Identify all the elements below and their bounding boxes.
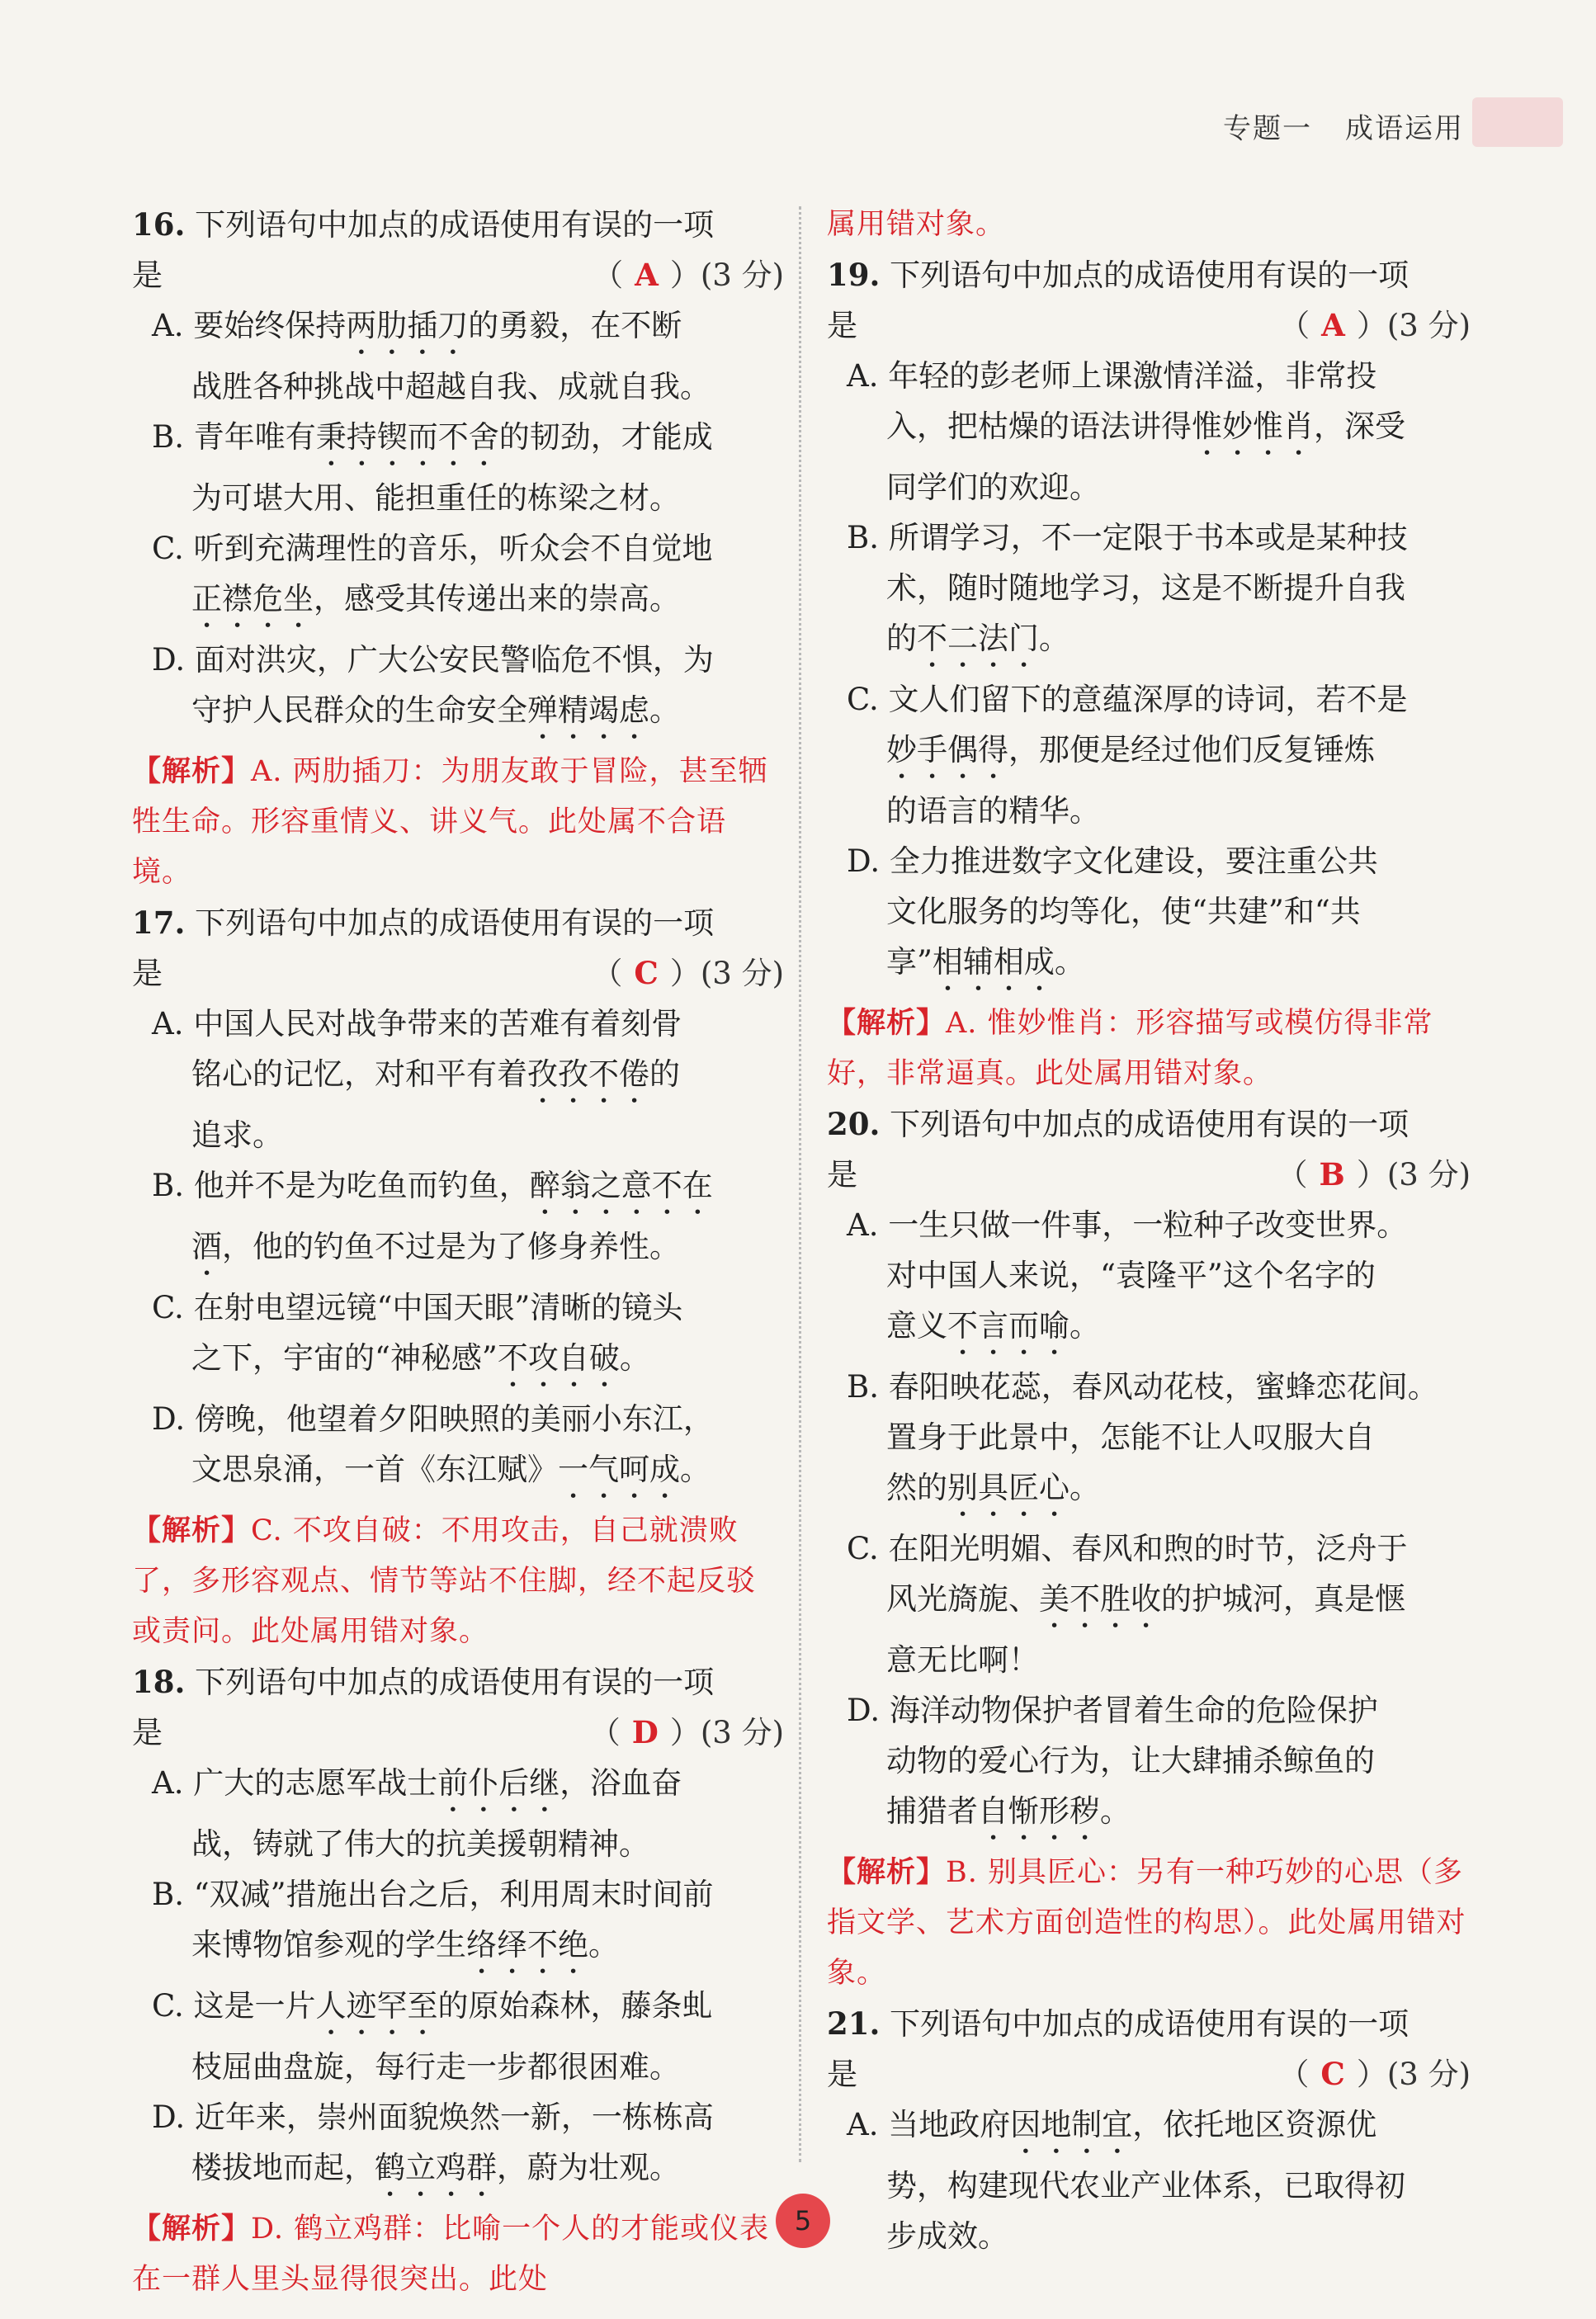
- idiom: 前仆后继: [437, 1765, 560, 1801]
- option-text: 守护人民群众的生命安全: [191, 692, 527, 728]
- explanation-text: B. 别具匠心：另有一种巧妙的心思（多指文学、艺术方面创造性的构思）。此处属用错对象。: [827, 1856, 1466, 1990]
- idiom: 孜孜不倦: [527, 1056, 649, 1092]
- option-text: B. 他并不是为吃鱼而钓鱼，: [152, 1168, 530, 1203]
- explanation: [827, 1847, 1471, 1999]
- option-d: [132, 2092, 784, 2203]
- option-text: 。: [1070, 1470, 1100, 1505]
- answer-score: ）(3 分): [1356, 2057, 1471, 2092]
- option-a: [132, 1758, 784, 1869]
- answer-letter: A: [1321, 307, 1345, 343]
- idiom: 两肋插刀: [346, 308, 469, 343]
- option-text: C. 在阳光明媚、春风和煦的时节，泛舟于: [847, 1531, 1408, 1566]
- idiom: 一气呵成: [558, 1452, 680, 1487]
- option-text: 的: [649, 1056, 680, 1092]
- option-text: A. 中国人民对战争带来的苦难有着刻骨: [152, 1006, 682, 1041]
- idiom: 不攻自破: [497, 1340, 620, 1376]
- answer-box: [593, 250, 784, 300]
- idiom: 不言而喻: [947, 1308, 1070, 1344]
- option-text: 战胜各种挑战中超越自我、成就自我。: [191, 369, 711, 404]
- option-d: [827, 1685, 1471, 1847]
- option-text: 的韧劲，才能成: [498, 419, 713, 455]
- option-text: 。: [1054, 944, 1085, 980]
- answer-open: （: [1277, 1157, 1308, 1193]
- answer-score: ）(3 分): [1356, 308, 1471, 343]
- answer-box: [1279, 300, 1471, 351]
- answer-score: ）(3 分): [669, 956, 784, 991]
- option-text: A. 当地政府: [847, 2107, 1011, 2142]
- option-text: 楼拔地而起，: [191, 2150, 375, 2185]
- option-text: 术，随时随地学习，这是不断提升自我: [886, 570, 1405, 606]
- option-text: 入，把枯燥的语法讲得: [886, 409, 1192, 444]
- option-text: A. 年轻的彭老师上课激情洋溢，非常投: [847, 358, 1377, 394]
- header-title: 成语运用: [1345, 112, 1464, 145]
- idiom: 惟妙惟肖: [1192, 409, 1314, 444]
- answer-box: [1277, 1150, 1471, 1200]
- idiom: 人迹罕至: [315, 1988, 438, 2024]
- option-text: 动物的爱心行为，让大肆捕杀鲸鱼的: [886, 1743, 1375, 1778]
- running-header: [1223, 106, 1464, 146]
- header-decoration: [1472, 97, 1563, 147]
- question-stem-end: 是: [827, 308, 857, 343]
- explanation: [132, 1505, 784, 1657]
- option-text: ，浴血奋: [560, 1765, 682, 1801]
- question-19: [827, 250, 1471, 1099]
- answer-open: （: [592, 956, 623, 991]
- option-text: 。: [680, 1452, 711, 1487]
- question-stem: 下列语句中加点的成语使用有误的一项: [195, 1665, 715, 1700]
- option-text: A. 要始终保持: [152, 308, 347, 343]
- idiom: 酒: [191, 1229, 222, 1264]
- question-stem: 下列语句中加点的成语使用有误的一项: [890, 2006, 1409, 2042]
- question-stem-end: 是: [132, 956, 163, 991]
- option-text: 。: [588, 1927, 619, 1962]
- option-text: 对中国人来说，“袁隆平”这个名字的: [886, 1258, 1376, 1293]
- option-text: 战，铸就了伟大的抗美援朝精神。: [191, 1826, 649, 1862]
- option-d: [132, 635, 784, 746]
- explanation-continued: 属用错对象。: [827, 208, 1006, 241]
- answer-open: （: [589, 1715, 621, 1750]
- option-text: B. 春阳映花蕊，春风动花枝，蜜蜂恋花间。: [847, 1369, 1438, 1405]
- idiom: 美不胜收: [1039, 1581, 1161, 1617]
- question-16: [132, 200, 784, 898]
- option-c: [827, 674, 1471, 836]
- option-text: B. 青年唯有: [152, 419, 316, 455]
- option-text: 置身于此景中，怎能不让人叹服大自: [886, 1419, 1375, 1455]
- option-b: [132, 412, 784, 523]
- option-b: [132, 1869, 784, 1981]
- option-text: B. “双减”措施出台之后，利用周末时间前: [152, 1877, 714, 1912]
- answer-score: ）(3 分): [1356, 1157, 1471, 1193]
- idiom: 相辅相成: [932, 944, 1055, 980]
- option-d: [827, 836, 1471, 998]
- idiom: 殚精竭虑: [527, 692, 649, 728]
- explanation-text: A. 惟妙惟肖：形容描写或模仿得非常好，非常逼真。此处属用错对象。: [827, 1007, 1433, 1090]
- explanation-tag: 【解析】: [827, 1006, 947, 1040]
- answer-box: [1278, 2049, 1471, 2099]
- left-column: [132, 200, 784, 2305]
- option-a: [132, 300, 784, 412]
- option-text: C. 在射电望远镜“中国天眼”清晰的镜头: [152, 1290, 683, 1325]
- option-c: [132, 523, 784, 635]
- option-c: [132, 1981, 784, 2092]
- question-number: 18.: [132, 1664, 186, 1700]
- option-text: B. 所谓学习，不一定限于书本或是某种技: [847, 520, 1408, 555]
- explanation-tag: 【解析】: [132, 2212, 252, 2246]
- option-text: A. 广大的志愿军战士: [152, 1765, 438, 1801]
- page-number: 5: [776, 2194, 830, 2248]
- question-21: [827, 1999, 1471, 2261]
- explanation-text: D. 鹤立鸡群：比喻一个人的才能或仪表在一群人里头显得很突出。此处: [132, 2213, 770, 2296]
- idiom: 别具匠心: [947, 1470, 1070, 1505]
- option-text: 追求。: [191, 1117, 283, 1153]
- option-a: [132, 999, 784, 1160]
- question-stem-end: 是: [827, 2057, 857, 2092]
- idiom: 不二法门: [917, 621, 1039, 656]
- answer-open: （: [593, 257, 624, 293]
- answer-letter: D: [631, 1714, 659, 1750]
- idiom: 鹤立鸡群: [375, 2150, 497, 2185]
- idiom: 秉持锲而不舍: [315, 419, 499, 455]
- option-text: 。: [649, 692, 680, 728]
- option-b: [827, 512, 1471, 674]
- answer-score: ）(3 分): [669, 1715, 784, 1750]
- option-text: D. 近年来，崇州面貌焕然一新，一栋栋高: [152, 2099, 714, 2135]
- header-topic: 专题一: [1223, 112, 1312, 145]
- option-text: 的勇毅，在不断: [468, 308, 682, 343]
- explanation: [827, 998, 1471, 1099]
- option-text: 然的: [886, 1470, 947, 1505]
- option-a: [827, 1200, 1471, 1362]
- answer-box: [590, 1707, 784, 1758]
- question-number: 21.: [827, 2005, 881, 2042]
- option-text: 意义: [886, 1308, 947, 1344]
- question-stem-end: 是: [132, 257, 163, 293]
- question-20: [827, 1099, 1471, 1999]
- option-text: 。: [1100, 1793, 1131, 1829]
- idiom: 正襟危坐: [191, 581, 314, 616]
- option-text: C. 这是一片: [152, 1988, 316, 2024]
- option-text: ，感受其传递出来的崇高。: [314, 581, 680, 616]
- question-stem: 下列语句中加点的成语使用有误的一项: [195, 905, 715, 941]
- question-number: 20.: [827, 1106, 881, 1142]
- answer-open: （: [1279, 308, 1310, 343]
- option-text: 。: [1039, 621, 1070, 656]
- answer-letter: B: [1319, 1156, 1345, 1193]
- question-stem: 下列语句中加点的成语使用有误的一项: [195, 207, 715, 243]
- option-text: 小东江，: [591, 1401, 714, 1437]
- column-divider: [799, 206, 801, 2162]
- idiom: 络绎不绝: [466, 1927, 588, 1962]
- option-text: 意无比啊！: [886, 1642, 1039, 1678]
- idiom: 因地制宜: [1010, 2107, 1133, 2142]
- option-text: D. 面对洪灾，广大公安民警临危不惧，为: [152, 642, 714, 678]
- explanation: [132, 746, 784, 898]
- option-text: ，蔚为壮观。: [497, 2150, 680, 2185]
- option-text: 文思泉涌，一首《东江赋》: [191, 1452, 558, 1487]
- question-stem: 下列语句中加点的成语使用有误的一项: [890, 257, 1409, 293]
- option-text: ，那便是经过他们反复锤炼: [1008, 732, 1375, 767]
- option-text: 之下，宇宙的“神秘感”: [191, 1340, 498, 1376]
- option-text: D. 傍晚，他望着夕阳映照的: [152, 1401, 531, 1437]
- option-d: [132, 1394, 784, 1505]
- option-text: 文化服务的均等化，使“共建”和“共: [886, 894, 1361, 929]
- option-text: ，深受: [1314, 409, 1405, 444]
- option-text: A. 一生只做一件事，一粒种子改变世界。: [847, 1207, 1408, 1243]
- explanation-tag: 【解析】: [132, 1514, 252, 1547]
- option-text: 享”: [886, 944, 933, 980]
- option-text: 来博物馆参观的学生: [191, 1927, 466, 1962]
- option-text: 。: [619, 1340, 650, 1376]
- option-text: 的原始森林，藤条虬: [437, 1988, 713, 2024]
- option-text: 为可堪大用、能担重任的栋梁之材。: [191, 480, 680, 516]
- option-text: 捕猎者: [886, 1793, 978, 1829]
- explanation-text: C. 不攻自破：不用攻击，自己就溃败了，多形容观点、情节等站不住脚，经不起反驳或责问。此处属用错对象。: [132, 1514, 757, 1648]
- right-column: [827, 200, 1471, 2261]
- question-17: [132, 898, 784, 1657]
- option-text: 步成效。: [886, 2218, 1008, 2254]
- option-text: 的护城河，真是惬: [1161, 1581, 1405, 1617]
- question-number: 17.: [132, 904, 186, 941]
- answer-open: （: [1278, 2057, 1310, 2092]
- option-text: 枝屈曲盘旋，每行走一步都很困难。: [191, 2049, 680, 2085]
- option-b: [827, 1362, 1471, 1523]
- option-text: ，依托地区资源优: [1132, 2107, 1377, 2142]
- option-c: [132, 1282, 784, 1394]
- option-text: C. 文人们留下的意蕴深厚的诗词，若不是: [847, 682, 1408, 717]
- idiom: 醉翁之意不在: [529, 1168, 713, 1203]
- option-text: 铭心的记忆，对和平有着: [191, 1056, 527, 1092]
- option-text: 的语言的精华。: [886, 793, 1100, 829]
- option-text: 美丽: [530, 1401, 592, 1437]
- answer-letter: C: [634, 955, 659, 991]
- option-text: ，他的钓鱼不过是为了修身养性。: [222, 1229, 680, 1264]
- explanation: [132, 2203, 784, 2305]
- option-a: [827, 2099, 1471, 2261]
- question-stem-end: 是: [827, 1157, 857, 1193]
- explanation-tag: 【解析】: [132, 754, 252, 788]
- question-stem: 下列语句中加点的成语使用有误的一项: [890, 1107, 1409, 1142]
- option-b: [132, 1160, 784, 1282]
- answer-score: ）(3 分): [669, 257, 784, 293]
- question-stem-end: 是: [132, 1715, 163, 1750]
- option-text: 同学们的欢迎。: [886, 470, 1100, 505]
- question-number: 16.: [132, 206, 186, 243]
- option-text: D. 海洋动物保护者冒着生命的危险保护: [847, 1693, 1378, 1728]
- answer-letter: C: [1320, 2056, 1345, 2092]
- answer-box: [592, 948, 784, 999]
- option-text: C. 听到充满理性的音乐，听众会不自觉地: [152, 531, 713, 566]
- question-18: [132, 1657, 784, 2305]
- option-c: [827, 1523, 1471, 1685]
- explanation-tag: 【解析】: [827, 1855, 947, 1889]
- idiom: 妙手偶得: [886, 732, 1008, 767]
- option-a: [827, 351, 1471, 512]
- answer-letter: A: [635, 257, 659, 293]
- option-text: D. 全力推进数字文化建设，要注重公共: [847, 843, 1378, 879]
- option-text: 的: [886, 621, 917, 656]
- option-text: 风光旖旎、: [886, 1581, 1039, 1617]
- explanation-text: A. 两肋插刀：为朋友敢于冒险，甚至牺牲生命。形容重情义、讲义气。此处属不合语境。: [132, 755, 768, 889]
- question-number: 19.: [827, 257, 881, 293]
- idiom: 自惭形秽: [978, 1793, 1100, 1829]
- option-text: 势，构建现代农业产业体系，已取得初: [886, 2168, 1405, 2203]
- option-text: 。: [1070, 1308, 1100, 1344]
